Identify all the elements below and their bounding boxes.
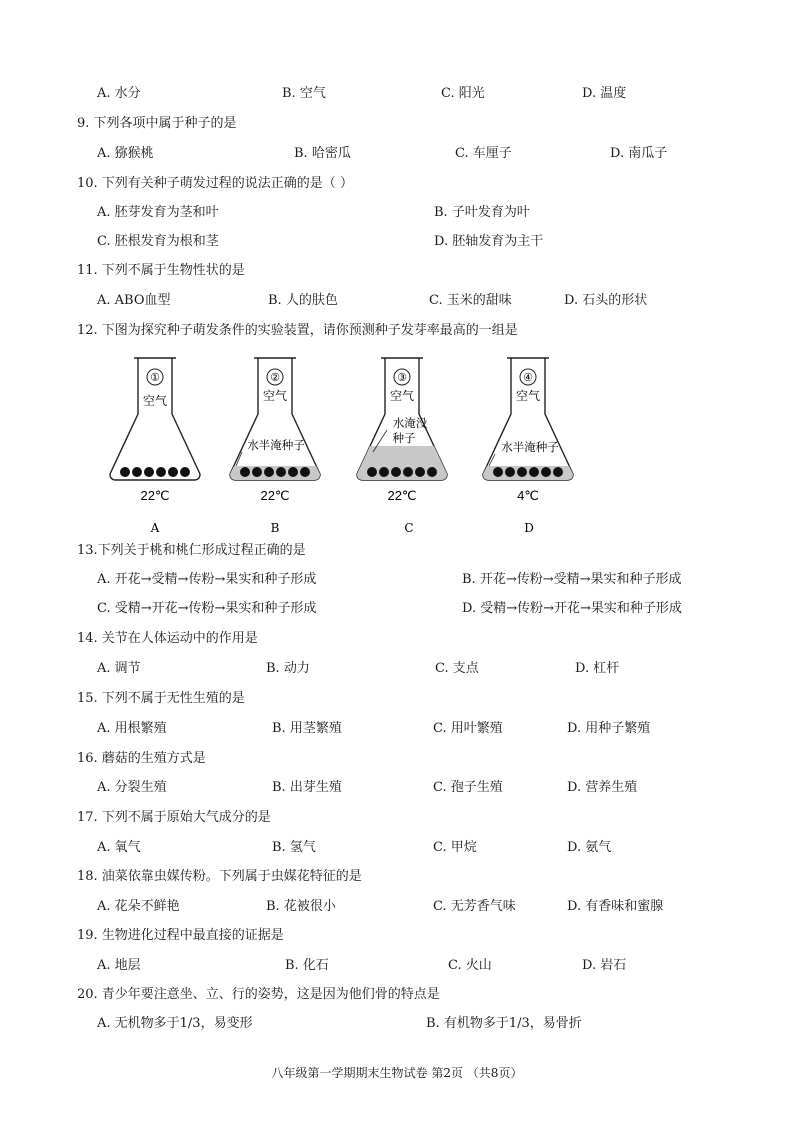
q15-stem: 15. 下列不属于无性生殖的是 — [77, 691, 245, 706]
flask-b-air: 空气 — [262, 389, 288, 403]
q10-stem: 10. 下列有关种子萌发过程的说法正确的是（ ） — [77, 176, 353, 191]
q14-option-c: C. 支点 — [435, 661, 479, 676]
q17-option-b: B. 氢气 — [272, 840, 316, 855]
flask-c-label-2: 种子 — [392, 433, 416, 445]
q17-option-a: A. 氧气 — [97, 840, 141, 855]
q20-option-a: A. 无机物多于1/3，易变形 — [97, 1016, 253, 1031]
q8-option-c: C. 阳光 — [441, 86, 485, 101]
q19-option-d: D. 岩石 — [582, 958, 627, 973]
q11-option-a: A. ABO血型 — [97, 293, 171, 308]
q16-stem: 16. 蘑菇的生殖方式是 — [77, 751, 206, 766]
q16-option-c: C. 孢子生殖 — [433, 780, 503, 795]
flask-d-num: ④ — [523, 371, 533, 384]
flask-d-label: 水半淹种子 — [501, 442, 559, 454]
flask-a-temp: 22℃ — [140, 488, 170, 503]
flask-d-air: 空气 — [515, 389, 541, 403]
q19-option-b: B. 化石 — [285, 958, 329, 973]
flask-a-air: 空气 — [142, 394, 168, 408]
q13-option-d: D. 受精→传粉→开花→果实和种子形成 — [462, 601, 682, 616]
q9-option-c: C. 车厘子 — [455, 146, 512, 161]
q13-option-a: A. 开花→受精→传粉→果实和种子形成 — [97, 572, 317, 587]
q8-option-d: D. 温度 — [582, 86, 627, 101]
q8-option-b: B. 空气 — [282, 86, 326, 101]
q11-option-c: C. 玉米的甜味 — [429, 293, 512, 308]
q17-option-d: D. 氨气 — [567, 840, 612, 855]
q11-option-d: D. 石头的形状 — [564, 293, 648, 308]
q18-stem: 18. 油菜依靠虫媒传粉。下列属于虫媒花特征的是 — [77, 869, 362, 884]
q16-option-b: B. 出芽生殖 — [272, 780, 342, 795]
q9-option-d: D. 南瓜子 — [610, 146, 668, 161]
q10-option-d: D. 胚轴发育为主干 — [434, 234, 544, 249]
flask-c-num: ③ — [397, 371, 407, 384]
q12-stem: 12. 下图为探究种子萌发条件的实验装置，请你预测种子发芽率最高的一组是 — [77, 323, 518, 338]
flask-d — [483, 358, 573, 535]
flask-b-temp: 22℃ — [260, 488, 290, 503]
flask-b-num: ② — [270, 371, 280, 384]
q17-stem: 17. 下列不属于原始大气成分的是 — [77, 810, 271, 825]
flask-c-temp: 22℃ — [387, 488, 417, 503]
flask-b-label: 水半淹种子 — [247, 440, 305, 452]
q9-stem: 9. 下列各项中属于种子的是 — [77, 116, 237, 131]
q14-option-a: A. 调节 — [97, 661, 141, 676]
q15-option-d: D. 用种子繁殖 — [567, 721, 651, 736]
q18-option-a: A. 花朵不鲜艳 — [97, 899, 180, 914]
q18-option-d: D. 有香味和蜜腺 — [567, 899, 664, 914]
q14-option-d: D. 杠杆 — [575, 661, 620, 676]
q9-option-b: B. 哈密瓜 — [294, 146, 351, 161]
flask-a-letter: A — [150, 521, 160, 535]
q20-stem: 20. 青少年要注意坐、立、行的姿势，这是因为他们骨的特点是 — [77, 987, 440, 1002]
q11-stem: 11. 下列不属于生物性状的是 — [77, 263, 245, 278]
q19-stem: 19. 生物进化过程中最直接的证据是 — [77, 928, 284, 943]
flask-a — [110, 358, 200, 535]
q18-option-c: C. 无芳香气味 — [433, 899, 516, 914]
flask-d-temp: 4℃ — [517, 488, 539, 503]
q16-option-a: A. 分裂生殖 — [97, 780, 167, 795]
q15-option-a: A. 用根繁殖 — [97, 721, 167, 736]
q13-option-b: B. 开花→传粉→受精→果实和种子形成 — [462, 572, 682, 587]
flask-diagram — [100, 352, 600, 542]
flask-c-letter: C — [404, 521, 414, 535]
q18-option-b: B. 花被很小 — [266, 899, 336, 914]
q13-stem: 13.下列关于桃和桃仁形成过程正确的是 — [77, 543, 306, 558]
flask-c-label-1: 水淹没 — [392, 418, 428, 430]
q8-option-a: A. 水分 — [97, 86, 141, 101]
flask-b-letter: B — [270, 521, 280, 535]
q11-option-b: B. 人的肤色 — [268, 293, 338, 308]
q14-option-b: B. 动力 — [266, 661, 310, 676]
q15-option-b: B. 用茎繁殖 — [272, 721, 342, 736]
q10-option-a: A. 胚芽发育为茎和叶 — [97, 205, 219, 220]
flask-c-air: 空气 — [389, 389, 415, 403]
q10-option-c: C. 胚根发育为根和茎 — [97, 234, 219, 249]
page-footer: 八年级第一学期期末生物试卷 第2页 （共8页） — [271, 1066, 523, 1080]
q15-option-c: C. 用叶繁殖 — [433, 721, 503, 736]
q19-option-c: C. 火山 — [448, 958, 492, 973]
flask-b — [230, 358, 320, 535]
q16-option-d: D. 营养生殖 — [567, 780, 638, 795]
q14-stem: 14. 关节在人体运动中的作用是 — [77, 631, 258, 646]
flask-c — [357, 358, 447, 535]
q10-option-b: B. 子叶发育为叶 — [434, 205, 530, 220]
q17-option-c: C. 甲烷 — [433, 840, 477, 855]
flask-d-letter: D — [524, 521, 534, 535]
q13-option-c: C. 受精→开花→传粉→果实和种子形成 — [97, 601, 317, 616]
q20-option-b: B. 有机物多于1/3，易骨折 — [426, 1016, 582, 1031]
q19-option-a: A. 地层 — [97, 958, 141, 973]
q9-option-a: A. 猕猴桃 — [97, 146, 154, 161]
flask-a-num: ① — [150, 371, 160, 384]
